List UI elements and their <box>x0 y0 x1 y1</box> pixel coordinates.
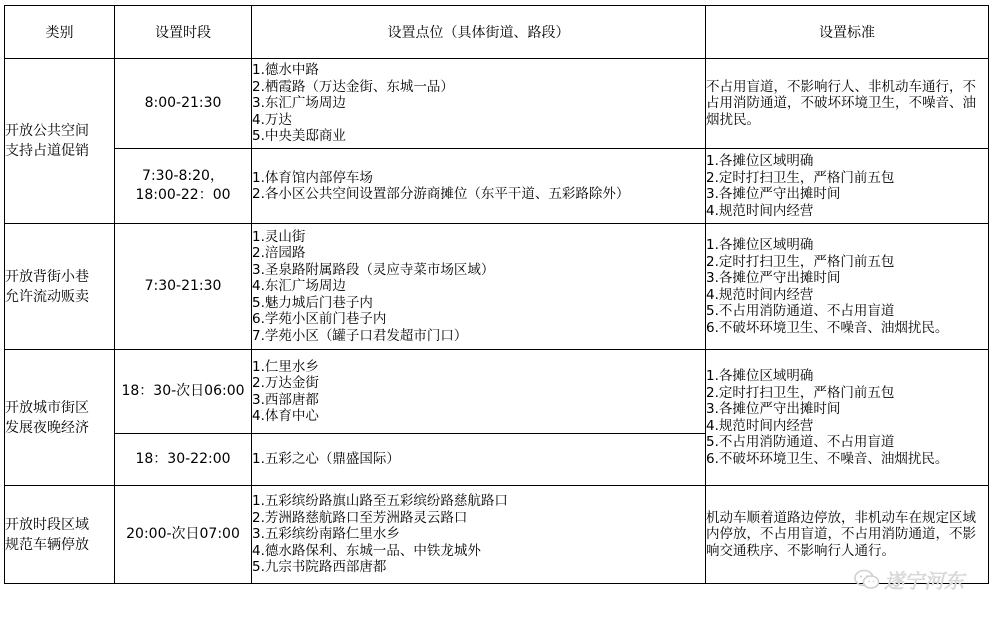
standard-item: 3.各摊位严守出摊时间 <box>706 401 841 417</box>
standard-text: 机动车顺着道路边停放，非机动车在规定区域内停放，不占用盲道，不占用消防通道，不影响交通秩序、不影响行人通行。 <box>706 509 976 559</box>
location-cell <box>252 149 706 224</box>
location-cell <box>252 59 706 149</box>
category-line: 开放时段区域 <box>5 516 89 533</box>
location-cell <box>252 224 706 350</box>
header-location: 设置点位（具体街道、路段） <box>252 6 706 59</box>
time-text: 18：30-次日06:00 <box>121 383 245 399</box>
standard-item: 1.各摊位区域明确 <box>706 368 814 384</box>
time-cell <box>115 434 252 486</box>
location-item: 4.东汇广场周边 <box>252 278 346 295</box>
category-cell <box>5 486 115 584</box>
location-item: 2.栖霞路（万达金街、东城一品） <box>252 78 454 95</box>
standard-item: 4.规范时间内经营 <box>706 202 814 219</box>
header-row <box>5 6 989 59</box>
category-line: 支持占道促销 <box>5 143 89 159</box>
standard-item: 1.各摊位区域明确 <box>706 153 814 169</box>
category-line: 规范车辆停放 <box>5 536 89 553</box>
time-text: 8:00-21:30 <box>144 95 222 111</box>
category-line: 允许流动贩卖 <box>5 288 89 305</box>
location-item: 5.中央美邸商业 <box>252 128 346 145</box>
location-cell <box>252 434 706 486</box>
standard-item: 5.不占用消防通道、不占用盲道 <box>706 434 895 450</box>
location-item: 1.体育馆内部停车场 <box>252 169 373 186</box>
time-cell <box>115 149 252 224</box>
header-time: 设置时段 <box>115 6 252 59</box>
standard-item: 4.规范时间内经营 <box>706 417 814 434</box>
policy-table <box>4 5 989 584</box>
time-cell <box>115 350 252 434</box>
standard-cell <box>706 149 989 224</box>
standard-cell <box>706 350 989 486</box>
location-item: 1.灵山街 <box>252 228 306 245</box>
table-row <box>5 59 989 149</box>
watermark-text: 遂宁河东 <box>884 569 964 593</box>
standard-item: 3.各摊位严守出摊时间 <box>706 186 841 202</box>
standard-item: 2.定时打扫卫生，严格门前五包 <box>706 384 895 401</box>
table-row <box>5 350 989 434</box>
table-row <box>5 224 989 350</box>
location-item: 3.东汇广场周边 <box>252 95 346 112</box>
location-item: 1.德水中路 <box>252 62 319 79</box>
time-text: 7:30-8:20， <box>142 168 224 184</box>
location-item: 3.西部唐都 <box>252 391 319 408</box>
time-text: 18：30-22:00 <box>135 451 231 467</box>
location-item: 7.学苑小区（罐子口君发超市门口） <box>252 327 468 344</box>
category-line: 开放公共空间 <box>5 123 89 139</box>
standard-item: 3.各摊位严守出摊时间 <box>706 270 841 286</box>
location-item: 1.仁里水乡 <box>252 358 319 375</box>
location-item: 3.五彩缤纷南路仁里水乡 <box>252 526 400 543</box>
standard-item: 5.不占用消防通道、不占用盲道 <box>706 303 895 319</box>
watermark <box>854 565 964 594</box>
time-cell <box>115 224 252 350</box>
standard-item: 2.定时打扫卫生，严格门前五包 <box>706 253 895 270</box>
location-item: 2.万达金街 <box>252 375 319 391</box>
location-item: 2.芳洲路慈航路口至芳洲路灵云路口 <box>252 509 468 526</box>
standard-cell <box>706 59 989 149</box>
category-cell <box>5 224 115 350</box>
standard-item: 6.不破坏环境卫生、不噪音、油烟扰民。 <box>706 450 949 467</box>
location-cell <box>252 486 706 584</box>
standard-cell <box>706 224 989 350</box>
location-item: 2.各小区公共空间设置部分游商摊位（东平干道、五彩路除外） <box>252 186 630 202</box>
location-item: 5.九宗书院路西部唐都 <box>252 559 387 576</box>
location-item: 4.万达 <box>252 111 292 128</box>
category-cell <box>5 350 115 486</box>
standard-item: 2.定时打扫卫生，严格门前五包 <box>706 169 895 186</box>
location-item: 1.五彩缤纷路旗山路至五彩缤纷路慈航路口 <box>252 493 508 510</box>
header-category: 类别 <box>5 6 115 59</box>
category-cell <box>5 59 115 224</box>
location-item: 3.圣泉路附属路段（灵应寺菜市场区域） <box>252 261 495 278</box>
table-row <box>5 486 989 584</box>
standard-text: 不占用盲道，不影响行人、非机动车通行，不占用消防通道，不破坏环境卫生，不噪音、油烟扰民。 <box>706 78 976 128</box>
time-text: 20:00-次日07:00 <box>126 526 240 542</box>
category-line: 开放背街小巷 <box>5 268 89 285</box>
time-text: 7:30-21:30 <box>144 278 222 294</box>
table-row <box>5 149 989 224</box>
location-item: 2.涪园路 <box>252 245 306 262</box>
location-item: 4.德水路保利、东城一品、中铁龙城外 <box>252 542 481 559</box>
time-cell <box>115 59 252 149</box>
location-cell <box>252 350 706 434</box>
standard-item: 4.规范时间内经营 <box>706 286 814 303</box>
category-line: 开放城市街区 <box>5 399 89 416</box>
header-standard: 设置标准 <box>706 6 989 59</box>
category-line: 发展夜晚经济 <box>5 419 89 436</box>
location-item: 1.五彩之心（鼎盛国际） <box>252 451 400 468</box>
location-item: 4.体育中心 <box>252 408 319 424</box>
standard-item: 6.不破坏环境卫生、不噪音、油烟扰民。 <box>706 319 949 336</box>
time-cell <box>115 486 252 584</box>
location-item: 5.魅力城后门巷子内 <box>252 294 373 311</box>
location-item: 6.学苑小区前门巷子内 <box>252 311 387 328</box>
standard-item: 1.各摊位区域明确 <box>706 237 814 253</box>
time-text: 18:00-22：00 <box>135 187 231 203</box>
wechat-icon <box>854 569 880 591</box>
